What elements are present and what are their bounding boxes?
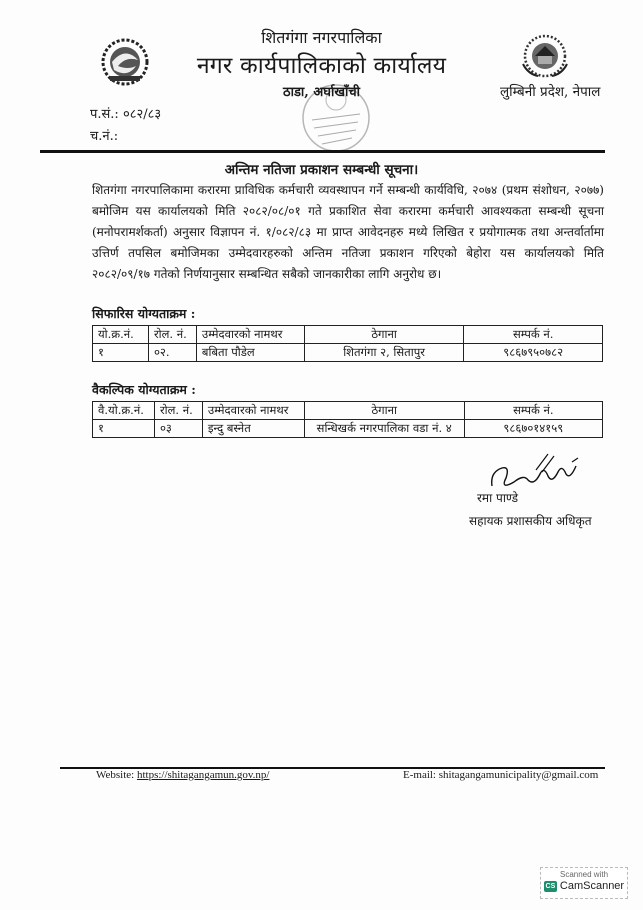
name-cell: इन्दु बस्नेत: [202, 420, 304, 438]
signatory-designation: सहायक प्रशासकीय अधिकृत: [469, 514, 592, 528]
watermark-brand: CamScanner: [559, 880, 625, 892]
contact-cell: ९८६७०१४१५९: [464, 420, 602, 438]
province-name: लुम्बिनी प्रदेश, नेपाल: [500, 84, 601, 100]
recommended-table: [92, 325, 603, 362]
roll-cell: ०३: [154, 420, 202, 438]
column-header: उम्मेदवारको नामथर: [196, 326, 304, 344]
serial-cell: १: [93, 344, 149, 362]
table-header-row: [93, 402, 603, 420]
watermark-caption: Scanned with: [559, 870, 609, 879]
alternate-table: [92, 401, 603, 438]
column-header: सम्पर्क नं.: [464, 326, 603, 344]
column-header: रोल. नं.: [154, 402, 202, 420]
camscanner-logo-icon: CS: [545, 882, 556, 890]
column-header: उम्मेदवारको नामथर: [202, 402, 304, 420]
header-divider: [40, 150, 605, 153]
office-location: ठाडा, अर्घाखाँची: [283, 85, 360, 100]
handwritten-signature: [488, 452, 583, 494]
dispatch-number: च.नं.:: [90, 129, 119, 144]
alternate-section-label: वैकल्पिक योग्यताक्रम :: [92, 382, 196, 397]
website-link[interactable]: https://shitagangamun.gov.np/: [136, 769, 270, 781]
column-header: यो.क्र.नं.: [93, 326, 149, 344]
column-header: ठेगाना: [304, 402, 464, 420]
notice-title: अन्तिम नतिजा प्रकाशन सम्बन्धी सूचना।: [224, 162, 419, 178]
serial-cell: १: [93, 420, 155, 438]
address-cell: सन्धिखर्क नगरपालिका वडा नं. ४: [304, 420, 464, 438]
roll-cell: ०२.: [148, 344, 196, 362]
camscanner-watermark: [540, 867, 628, 899]
office-name: नगर कार्यपालिकाको कार्यालय: [196, 53, 447, 79]
notice-body: शितगंगा नगरपालिकामा करारमा प्राविधिक कर्मचारी व्यवस्थापन गर्ने सम्बन्धी कार्यविधि, २०७४ (प्रथम संशोधन, २०७७) बमोजिम यस कार्यालयको मिति २०८२/०८/०१ गते प्रकाशित सेवा करारमा कर्मचारी आवश्यकता सम्बन्धी सूचना (मनोपरामर्शकर्ता) अनुसार विज्ञापन नं. १/०८२/८३ मा प्राप्त आवेदनहरु मध्ये लिखित र प्रयोगात्मक तथा अन्तर्वार्तामा उत्तिर्ण तपसिल बमोजिमका उम्मेदवारहरुको अन्तिम नतिजा प्रकाशन गरिएको बेहोरा यस कार्यालयको मिति २०८२/०९/१७ गतेको निर्णयानुसार सम्बन्धित सबैको जानकारीका लागि अनुरोध छ।: [92, 183, 604, 281]
letter-number: प.सं.: ०८२/८३: [90, 107, 162, 122]
column-header: सम्पर्क नं.: [464, 402, 602, 420]
table-row: [93, 344, 603, 362]
name-cell: बबिता पौडेल: [196, 344, 304, 362]
signatory-name: रमा पाण्डे: [477, 491, 519, 505]
table-row: [93, 420, 603, 438]
address-cell: शितगंगा २, सितापुर: [304, 344, 464, 362]
table-header-row: [93, 326, 603, 344]
email-address: shitagangamunicipality@gmail.com: [438, 769, 599, 781]
column-header: वै.यो.क्र.नं.: [93, 402, 155, 420]
website-label: Website:: [96, 769, 135, 781]
footer-website: [96, 769, 269, 781]
column-header: रोल. नं.: [148, 326, 196, 344]
column-header: ठेगाना: [304, 326, 464, 344]
contact-cell: ९८६७९५०७८२: [464, 344, 603, 362]
footer-email: [403, 769, 598, 781]
email-label: E-mail:: [403, 769, 436, 781]
municipality-name: शितगंगा नगरपालिका: [261, 28, 382, 47]
recommended-section-label: सिफारिस योग्यताक्रम :: [92, 306, 196, 321]
